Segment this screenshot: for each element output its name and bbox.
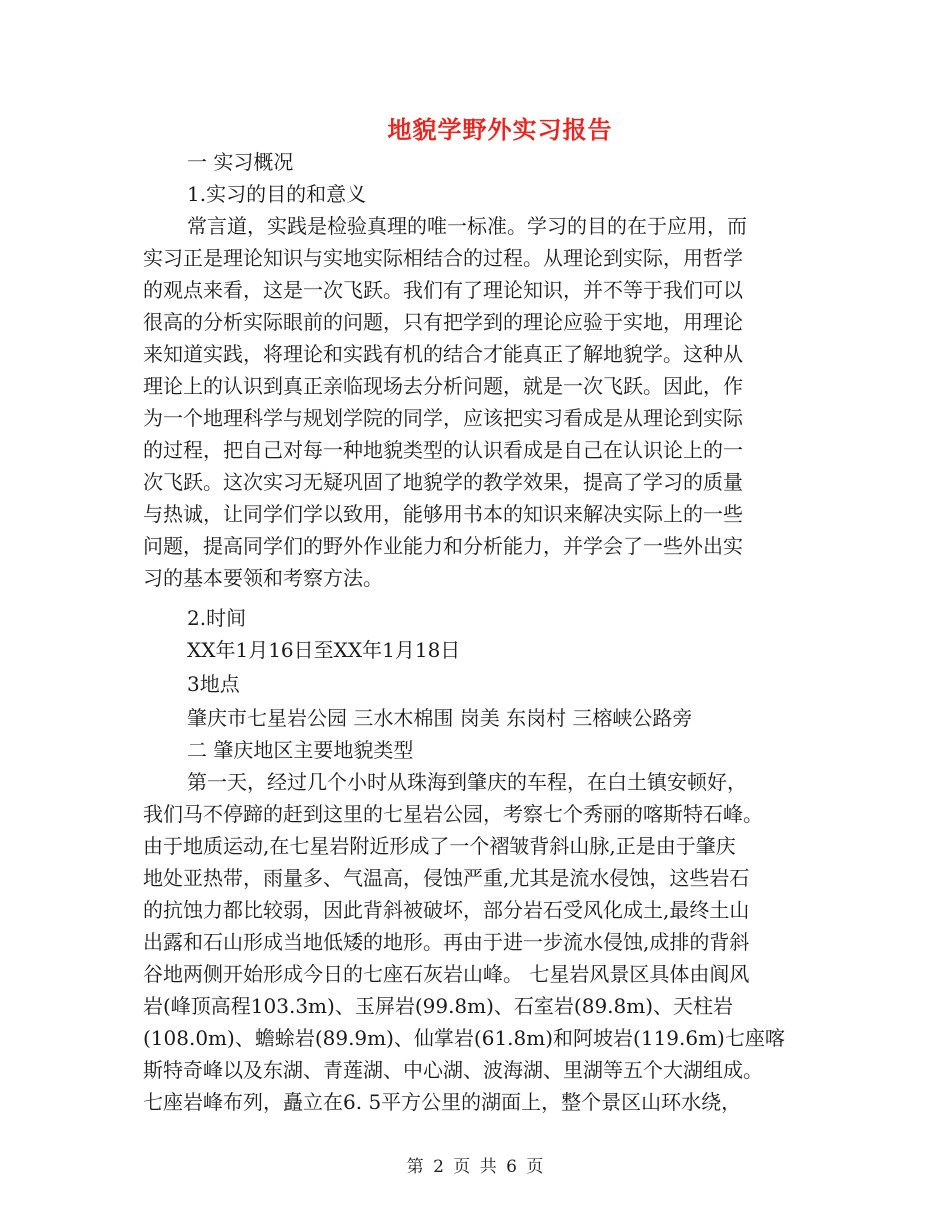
paragraph-line: 理论上的认识到真正亲临现场去分析问题，就是一次飞跃。因此，作 (143, 374, 743, 398)
paragraph-line: 来知道实践，将理论和实践有机的结合才能真正了解地貌学。这种从 (143, 342, 743, 366)
location-list: 肇庆市七星岩公园 三水木棉围 岗美 东岗村 三榕峡公路旁 (187, 706, 693, 730)
subheading-time: 2.时间 (187, 606, 247, 630)
date-range: XX年1月16日至XX年1月18日 (187, 638, 461, 662)
paragraph-line: 我们马不停蹄的赶到这里的七星岩公园，考察七个秀丽的喀斯特石峰。 (143, 802, 763, 826)
paragraph-line: 的抗蚀力都比较弱，因此背斜被破坏，部分岩石受风化成土,最终土山 (143, 898, 750, 922)
page-number-footer: 第 2 页 共 6 页 (406, 1157, 544, 1177)
subheading-location: 3地点 (187, 672, 240, 696)
paragraph-line: 常言道，实践是检验真理的唯一标准。学习的目的在于应用，而 (187, 214, 747, 238)
paragraph-line: 的过程，把自己对每一种地貌类型的认识看成是自己在认识论上的一 (143, 438, 743, 462)
paragraph-line: 地处亚热带，雨量多、气温高，侵蚀严重,尤其是流水侵蚀，这些岩石 (143, 866, 750, 890)
paragraph-line: 为一个地理科学与规划学院的同学，应该把实习看成是从理论到实际 (143, 406, 743, 430)
paragraph-line: 习的基本要领和考察方法。 (143, 566, 383, 590)
paragraph-line: 与热诚，让同学们学以致用，能够用书本的知识来解决实际上的一些 (143, 502, 743, 526)
paragraph-line: 谷地两侧开始形成今日的七座石灰岩山峰。 七星岩风景区具体由阆风 (143, 962, 750, 986)
paragraph-line: 岩(峰顶高程103.3m)、玉屏岩(99.8m)、石室岩(89.8m)、天柱岩 (143, 994, 734, 1018)
document-title: 地貌学野外实习报告 (387, 116, 613, 144)
paragraph-line: 出露和石山形成当地低矮的地形。再由于进一步流水侵蚀,成排的背斜 (143, 930, 750, 954)
section-heading-landforms: 二 肇庆地区主要地貌类型 (187, 738, 414, 762)
paragraph-line: (108.0m)、蟾蜍岩(89.9m)、仙掌岩(61.8m)和阿坡岩(119.6m)七座喀 (143, 1026, 785, 1050)
paragraph-line: 问题，提高同学们的野外作业能力和分析能力，并学会了一些外出实 (143, 534, 743, 558)
paragraph-line: 次飞跃。这次实习无疑巩固了地貌学的教学效果，提高了学习的质量 (143, 470, 743, 494)
paragraph-line: 第一天，经过几个小时从珠海到肇庆的车程，在白土镇安顿好， (187, 770, 747, 794)
paragraph-line: 实习正是理论知识与实地实际相结合的过程。从理论到实际，用哲学 (143, 246, 743, 270)
section-heading-overview: 一 实习概况 (187, 150, 294, 174)
paragraph-line: 七座岩峰布列，矗立在6. 5平方公里的湖面上，整个景区山环水绕， (143, 1090, 742, 1114)
paragraph-line: 的观点来看，这是一次飞跃。我们有了理论知识，并不等于我们可以 (143, 278, 743, 302)
paragraph-line: 由于地质运动,在七星岩附近形成了一个褶皱背斜山脉,正是由于肇庆 (143, 834, 736, 858)
paragraph-line: 斯特奇峰以及东湖、青莲湖、中心湖、波海湖、里湖等五个大湖组成。 (143, 1058, 763, 1082)
subheading-purpose: 1.实习的目的和意义 (187, 182, 367, 206)
paragraph-line: 很高的分析实际眼前的问题，只有把学到的理论应验于实地，用理论 (143, 310, 743, 334)
